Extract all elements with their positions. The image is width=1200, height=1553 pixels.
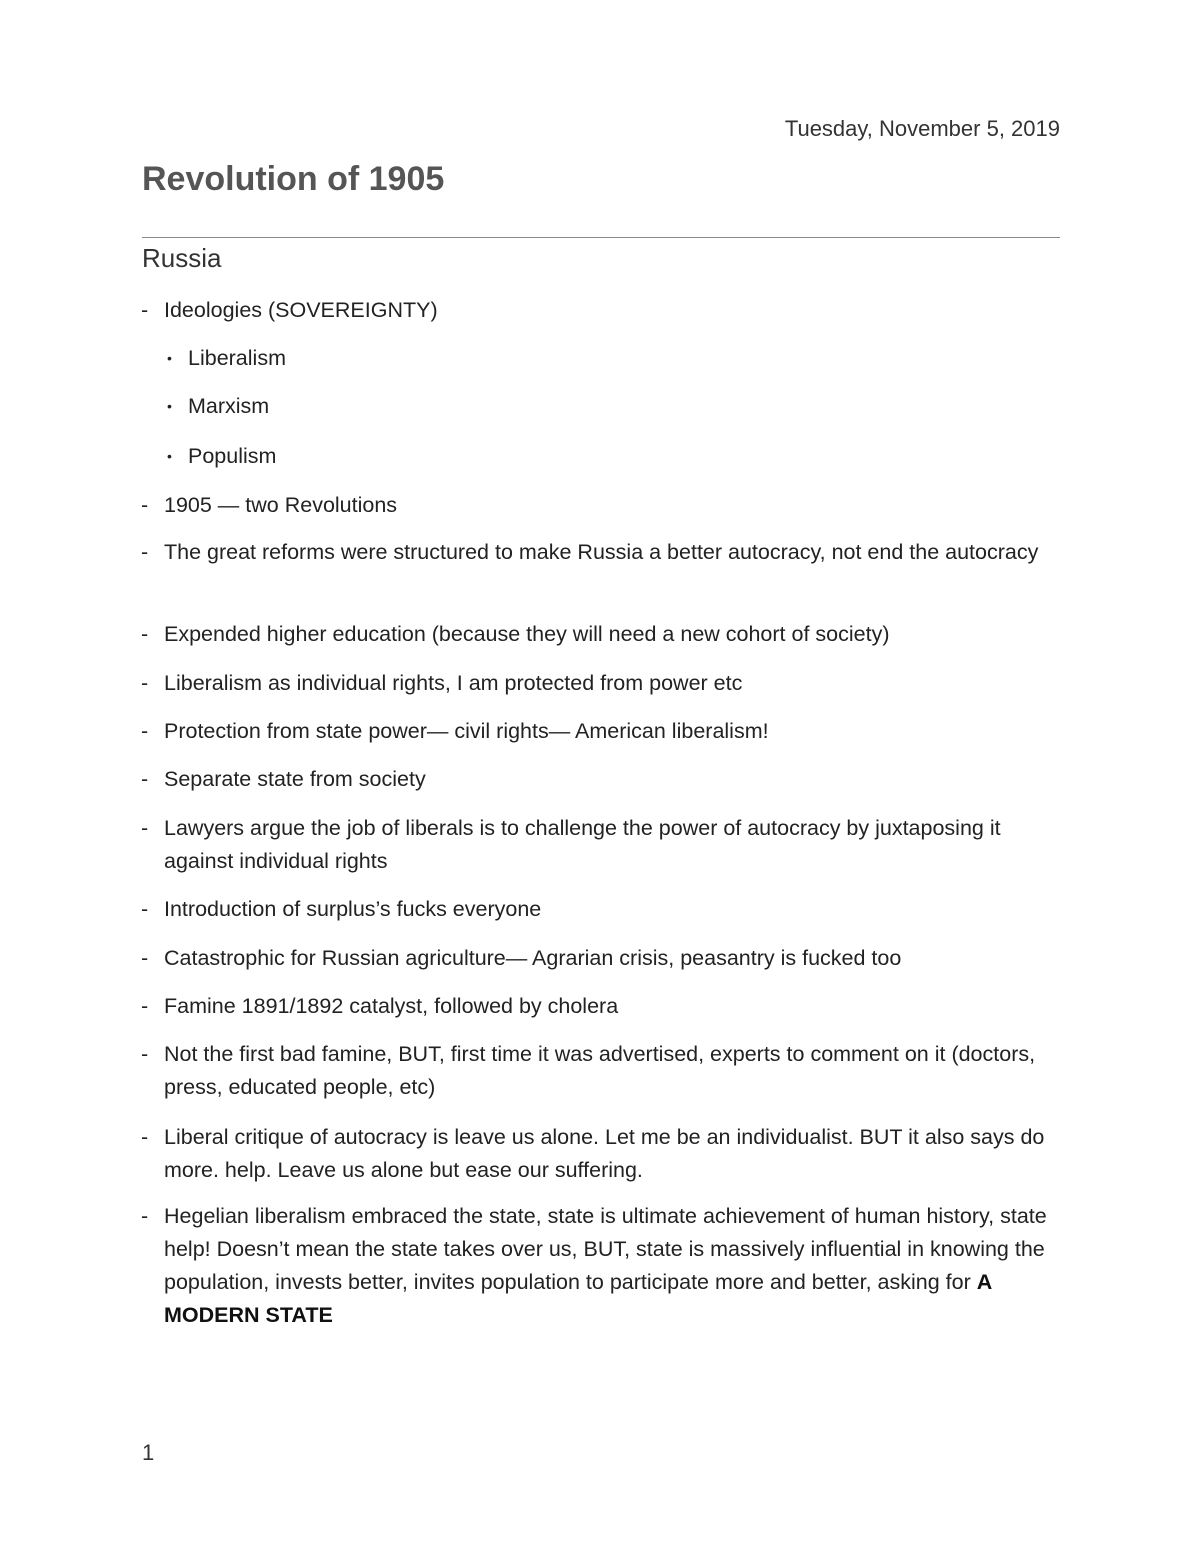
bullet-marker: • xyxy=(167,398,172,414)
dash-marker: - xyxy=(141,622,149,646)
list-item-text: Lawyers argue the job of liberals is to challenge the power of autocracy by juxtaposing it against individual rights xyxy=(164,816,1001,873)
list-item-text: Liberalism as individual rights, I am protected from power etc xyxy=(164,671,743,695)
sub-list-item xyxy=(167,390,270,423)
list-item-text: Catastrophic for Russian agriculture— Agrarian crisis, peasantry is fucked too xyxy=(164,946,902,970)
list-item-text: Expended higher education (because they will need a new cohort of society) xyxy=(164,622,890,646)
sub-list-item xyxy=(167,342,286,375)
list-item xyxy=(141,942,1064,975)
title-divider xyxy=(142,237,1060,238)
dash-marker: - xyxy=(141,816,149,840)
sub-list-item xyxy=(167,440,277,473)
emphasis-text: A MODERN STATE xyxy=(164,1270,992,1327)
sub-list-item-text: Marxism xyxy=(188,394,270,418)
list-item xyxy=(141,715,1064,748)
dash-marker: - xyxy=(141,946,149,970)
list-item-text: Not the first bad famine, BUT, first time it was advertised, experts to comment on it (doctors, press, educated people, etc) xyxy=(164,1042,1036,1099)
list-item-text: Ideologies (SOVEREIGNTY) xyxy=(164,298,438,322)
list-item xyxy=(141,294,1064,327)
list-item xyxy=(141,489,1064,522)
list-item xyxy=(141,1121,1064,1187)
dash-marker: - xyxy=(141,493,149,517)
dash-marker: - xyxy=(141,994,149,1018)
list-item xyxy=(141,812,1064,878)
dash-marker: - xyxy=(141,671,149,695)
list-item-text: Liberal critique of autocracy is leave us alone. Let me be an individualist. BUT it also says do more. help. Leave us alone but ease our suffering. xyxy=(164,1125,1045,1182)
list-item-text: Famine 1891/1892 catalyst, followed by cholera xyxy=(164,994,619,1018)
list-item xyxy=(141,893,1064,926)
date-header: Tuesday, November 5, 2019 xyxy=(784,116,1060,141)
list-item-text: Introduction of surplus’s fucks everyone xyxy=(164,897,542,921)
dash-marker: - xyxy=(141,719,149,743)
list-item xyxy=(141,536,1064,569)
list-item-text: Hegelian liberalism embraced the state, state is ultimate achievement of human history, state help! Doesn’t mean the state takes over us, BUT, state is massively influential in knowing the population, invests better, invites population to participate more and better, asking for xyxy=(164,1204,1047,1294)
dash-marker: - xyxy=(141,540,149,564)
list-item-text: 1905 — two Revolutions xyxy=(164,493,398,517)
section-heading: Russia xyxy=(142,243,222,273)
list-item xyxy=(141,1038,1064,1104)
dash-marker: - xyxy=(141,298,149,322)
page-title: Revolution of 1905 xyxy=(142,160,445,198)
dash-marker: - xyxy=(141,897,149,921)
dash-marker: - xyxy=(141,767,149,791)
dash-marker: - xyxy=(141,1125,149,1149)
list-item xyxy=(141,618,1064,651)
page-number: 1 xyxy=(142,1440,155,1465)
list-item xyxy=(141,1200,1064,1332)
sub-list-item-text: Liberalism xyxy=(188,346,286,370)
bullet-marker: • xyxy=(167,448,172,464)
list-item xyxy=(141,667,1064,700)
list-item-text: Separate state from society xyxy=(164,767,426,791)
bullet-marker: • xyxy=(167,350,172,366)
list-item xyxy=(141,763,1064,796)
dash-marker: - xyxy=(141,1204,149,1228)
list-item xyxy=(141,990,1064,1023)
dash-marker: - xyxy=(141,1042,149,1066)
sub-list-item-text: Populism xyxy=(188,444,277,468)
list-item-text: The great reforms were structured to make Russia a better autocracy, not end the autocracy xyxy=(164,540,1039,564)
list-item-text: Protection from state power— civil rights— American liberalism! xyxy=(164,719,769,743)
